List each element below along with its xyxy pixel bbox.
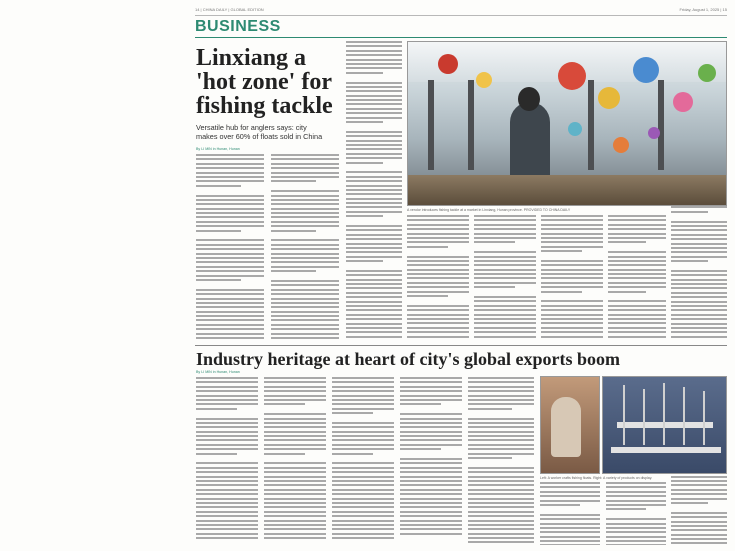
photo-rod (703, 391, 705, 445)
photo-reel (438, 54, 458, 74)
article-deck (196, 124, 342, 141)
photo-rod (643, 389, 645, 445)
body-column (271, 154, 339, 340)
headline-line: 'hot zone' for (196, 69, 332, 95)
photo-rack (658, 80, 664, 170)
photo-reel (613, 137, 629, 153)
headline-line: Linxiang a (196, 45, 307, 71)
photo-reel (673, 92, 693, 112)
article-byline: By LI MIN in Hunan, Hunan (196, 370, 240, 374)
photo-person (510, 102, 550, 182)
masthead (195, 6, 727, 16)
photo-reel (598, 87, 620, 109)
body-column (332, 377, 394, 545)
photo-worker (551, 397, 581, 457)
section-rule (195, 37, 727, 38)
photo-caption: A vendor introduces fishing tackle at a market in Linxiang, Hunan province. PROVIDED TO CHINA DAILY (407, 208, 571, 212)
masthead-right: Friday, August 1, 2025 | 15 (679, 7, 727, 12)
section-label: BUSINESS (195, 18, 281, 35)
article-headline (196, 46, 346, 118)
photo-display-stand (617, 422, 713, 428)
masthead-left: 14 | CHINA DAILY | GLOBAL EDITION (195, 7, 264, 12)
market-photo (407, 41, 727, 206)
body-column (541, 215, 603, 340)
products-photo (602, 376, 727, 474)
deck-line: makes over 60% of floats sold in China (196, 131, 323, 141)
photo-reel (698, 64, 716, 82)
photo-rod (683, 387, 685, 445)
article-headline: Industry heritage at heart of city's global exports boom (196, 349, 620, 369)
photo-caption: Left: A worker crafts fishing floats. Right: A variety of products on display. (540, 476, 653, 480)
photo-rack (468, 80, 474, 170)
photo-rack (588, 80, 594, 170)
body-column (608, 215, 666, 340)
photo-rod (623, 385, 625, 445)
photo-rack (428, 80, 434, 170)
body-column (407, 215, 469, 340)
headline-line: fishing tackle (196, 93, 333, 119)
photo-display-stand (611, 447, 721, 453)
photo-person-head (518, 87, 540, 111)
body-column (196, 377, 258, 545)
photo-reel (558, 62, 586, 90)
body-column (196, 154, 264, 340)
photo-rod (663, 383, 665, 445)
body-column (468, 377, 534, 545)
photo-reel (633, 57, 659, 83)
body-column (540, 482, 600, 545)
newspaper-page (195, 6, 735, 547)
worker-photo (540, 376, 600, 474)
body-column (346, 41, 402, 340)
body-column (264, 377, 326, 545)
article-divider (195, 345, 727, 346)
body-column (606, 482, 666, 545)
body-column (474, 215, 536, 340)
photo-reel (648, 127, 660, 139)
body-column (400, 377, 462, 545)
photo-reel (568, 122, 582, 136)
photo-reel (476, 72, 492, 88)
photo-counter (408, 175, 726, 205)
article-byline: By LI MIN in Hunan, Hunan (196, 147, 240, 151)
deck-line: Versatile hub for anglers says: city (196, 123, 307, 132)
